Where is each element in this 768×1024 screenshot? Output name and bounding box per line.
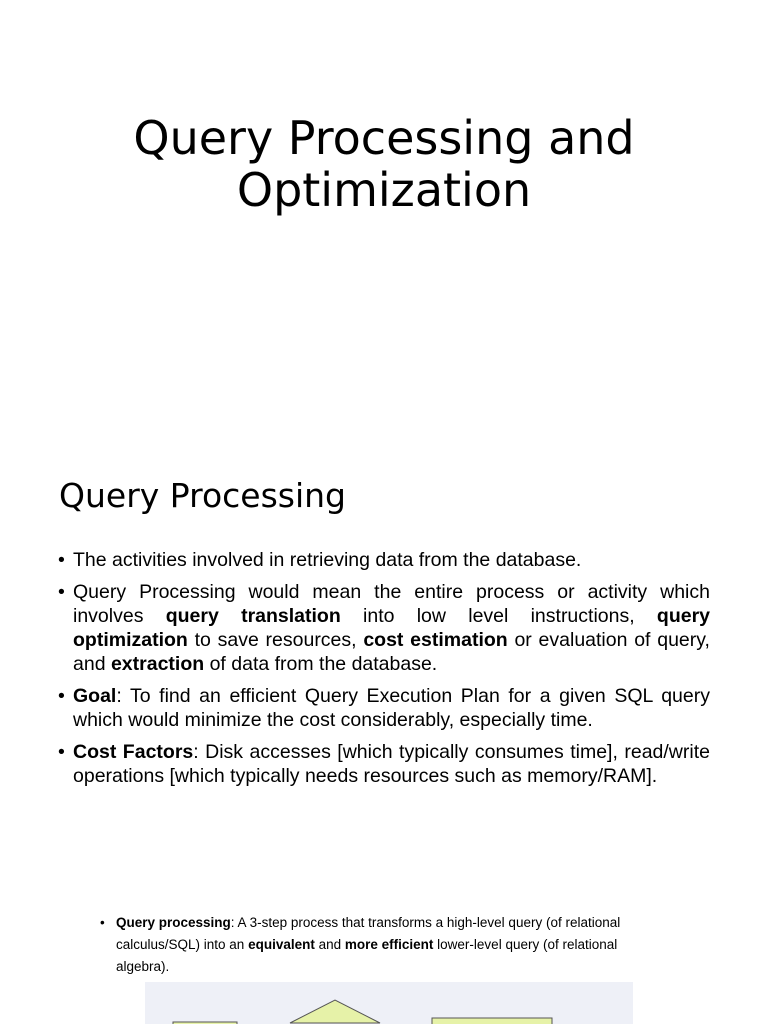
bottom-note	[100, 912, 670, 978]
bottom-note-bullet: •	[100, 915, 105, 930]
text-run: The activities involved in retrieving data from the database.	[73, 549, 582, 571]
bold-term: query optimization	[73, 605, 711, 651]
bullet-item	[58, 548, 710, 572]
text-run: of data from the database.	[204, 653, 438, 675]
text-run: : Disk accesses [which typically consumes time], read/write operations [which typically needs resources such as memory/RAM].	[73, 741, 710, 787]
slide-title-line-1: Query Processing and	[133, 111, 635, 165]
bold-term: extraction	[110, 653, 205, 675]
bottom-note-text	[100, 912, 670, 978]
text-run: lower-level query (of relational algebra).	[116, 937, 618, 974]
text-run: Query Processing would mean the entire process or activity which involves	[73, 581, 710, 627]
bold-term: query translation	[165, 605, 341, 627]
bold-term: more efficient	[344, 937, 434, 952]
text-run: to save resources,	[187, 629, 364, 651]
bold-term: cost estimation	[363, 629, 508, 651]
bullet-list	[58, 548, 710, 796]
text-run: or evaluation of query, and	[73, 629, 710, 675]
diagram-box-right	[432, 1018, 552, 1024]
text-run: : A 3-step process that transforms a high-level query (of relational calculus/SQL) into an	[116, 915, 621, 952]
bold-term: Query processing	[116, 915, 231, 930]
diagram-decision-diamond	[290, 1000, 380, 1023]
bold-term: Goal	[73, 685, 117, 707]
slide-title-line-2: Optimization	[236, 163, 532, 217]
text-run: and	[314, 937, 345, 952]
bullet-item	[58, 580, 710, 676]
bullet-item	[58, 740, 710, 788]
bold-term: Cost Factors	[73, 741, 194, 763]
text-run: into low level instructions,	[340, 605, 657, 627]
query-processing-diagram	[145, 982, 633, 1024]
text-run: : To find an efficient Query Execution Plan for a given SQL query which would minimize the cost considerably, especially time.	[73, 685, 710, 731]
bullet-item	[58, 684, 710, 732]
section-title: Query Processing	[59, 476, 346, 515]
slide-title	[0, 112, 768, 216]
diagram-shapes	[145, 982, 633, 1024]
bold-term: equivalent	[248, 937, 315, 952]
